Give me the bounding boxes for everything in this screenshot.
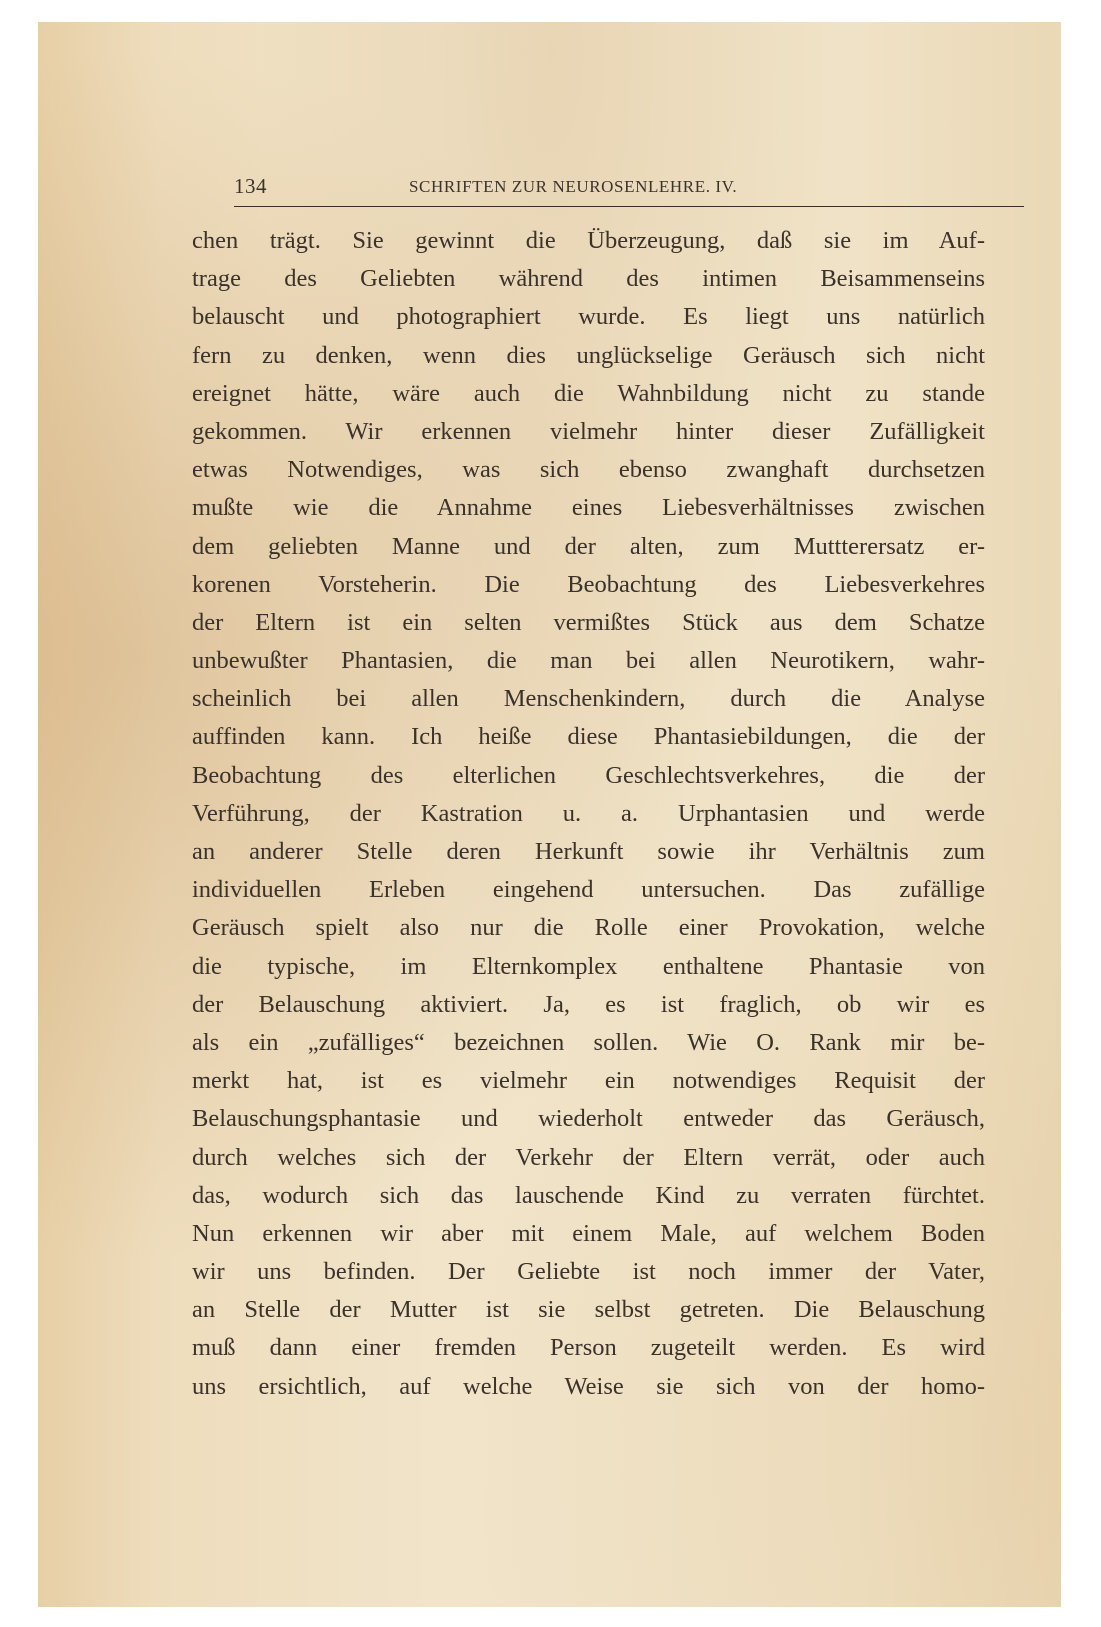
running-title: SCHRIFTEN ZUR NEUROSENLEHRE. IV.	[409, 177, 738, 196]
text-line: der Eltern ist ein selten vermißtes Stück aus dem Schatze	[192, 608, 985, 636]
page-number: 134	[234, 174, 267, 198]
text-line: Nun erkennen wir aber mit einem Male, auf welchem Boden	[192, 1219, 985, 1247]
text-line: an Stelle der Mutter ist sie selbst getreten. Die Belauschung	[192, 1296, 985, 1324]
text-line: Belauschungsphantasie und wiederholt entweder das Geräusch,	[192, 1105, 985, 1133]
text-line: chen trägt. Sie gewinnt die Überzeugung, daß sie im Auf-	[192, 227, 985, 254]
text-line: dem geliebten Manne und der alten, zum Muttterersatz er-	[192, 532, 985, 560]
text-line: Geräusch spielt also nur die Rolle einer Provokation, welche	[192, 914, 985, 942]
body-text	[192, 222, 985, 1406]
text-line: auffinden kann. Ich heiße diese Phantasiebildungen, die der	[192, 723, 985, 751]
text-line: an anderer Stelle deren Herkunft sowie ihr Verhältnis zum	[192, 838, 985, 865]
text-line: die typische, im Elternkomplex enthaltene Phantasie von	[192, 952, 985, 980]
text-line: individuellen Erleben eingehend untersuchen. Das zufällige	[192, 876, 985, 904]
text-line: korenen Vorsteherin. Die Beobachtung des Liebesverkehres	[192, 570, 985, 598]
text-line: ereignet hätte, wäre auch die Wahnbildung nicht zu stande	[192, 379, 985, 407]
text-line: trage des Geliebten während des intimen Beisammenseins	[192, 265, 985, 293]
text-line: wir uns befinden. Der Geliebte ist noch immer der Vater,	[192, 1258, 985, 1286]
text-line: gekommen. Wir erkennen vielmehr hinter dieser Zufälligkeit	[192, 417, 985, 445]
text-line: etwas Notwendiges, was sich ebenso zwanghaft durchsetzen	[192, 456, 985, 484]
text-line: das, wodurch sich das lauschende Kind zu verraten fürchtet.	[192, 1181, 985, 1209]
text-line: fern zu denken, wenn dies unglückselige Geräusch sich nicht	[192, 341, 985, 369]
text-line: Beobachtung des elterlichen Geschlechtsverkehres, die der	[192, 761, 985, 789]
text-line: merkt hat, ist es vielmehr ein notwendiges Requisit der	[192, 1067, 985, 1095]
text-line: uns ersichtlich, auf welche Weise sie sich von der homo-	[192, 1372, 985, 1400]
text-line: unbewußter Phantasien, die man bei allen Neurotikern, wahr-	[192, 647, 985, 675]
text-line: Verführung, der Kastration u. a. Urphantasien und werde	[192, 799, 985, 827]
text-line: der Belauschung aktiviert. Ja, es ist fraglich, ob wir es	[192, 990, 985, 1018]
text-line: muß dann einer fremden Person zugeteilt werden. Es wird	[192, 1334, 985, 1362]
text-line: mußte wie die Annahme eines Liebesverhältnisses zwischen	[192, 494, 985, 522]
text-line: scheinlich bei allen Menschenkindern, durch die Analyse	[192, 685, 985, 713]
text-line: belauscht und photographiert wurde. Es liegt uns natürlich	[192, 303, 985, 331]
text-line: als ein „zufälliges“ bezeichnen sollen. Wie O. Rank mir be-	[192, 1028, 985, 1056]
page-header	[234, 174, 1024, 207]
text-line: durch welches sich der Verkehr der Eltern verrät, oder auch	[192, 1143, 985, 1171]
